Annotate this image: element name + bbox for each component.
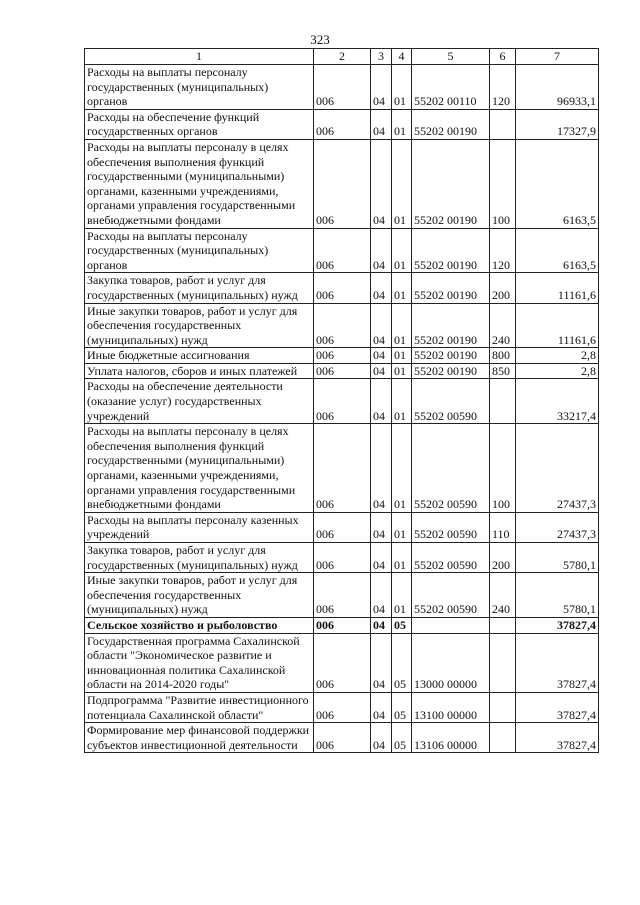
table-row [85, 228, 599, 273]
header-cell: 7 [516, 49, 599, 65]
row-amount-cell: 2,8 [516, 363, 599, 379]
row-amount-cell: 11161,6 [516, 273, 599, 303]
row-col6-cell: 110 [490, 512, 516, 542]
row-col5-cell: 55202 00590 [412, 543, 490, 573]
row-col6-cell: 200 [490, 273, 516, 303]
row-col2-cell: 006 [314, 303, 371, 348]
row-amount-cell: 5780,1 [516, 543, 599, 573]
row-col3-cell: 04 [371, 723, 392, 753]
row-col2-cell: 006 [314, 65, 371, 110]
table-row [85, 348, 599, 364]
row-col4-cell: 05 [392, 692, 412, 722]
row-col6-cell: 100 [490, 424, 516, 513]
table-body [85, 49, 599, 753]
row-col4-cell: 01 [392, 348, 412, 364]
row-col6-cell: 240 [490, 303, 516, 348]
row-col2-cell: 006 [314, 228, 371, 273]
row-name-cell: Уплата налогов, сборов и иных платежей [85, 363, 314, 379]
row-name-cell: Расходы на выплаты персоналу в целях обеспечения выполнения функций государственными (муниципальными) органами, казенными учреждениями, органами управления государственными внебюджетными фондами [85, 139, 314, 228]
row-col4-cell: 01 [392, 363, 412, 379]
row-amount-cell: 27437,3 [516, 512, 599, 542]
row-amount-cell: 37827,4 [516, 692, 599, 722]
row-col5-cell: 55202 00190 [412, 109, 490, 139]
row-col5-cell: 13100 00000 [412, 692, 490, 722]
row-col3-cell: 04 [371, 363, 392, 379]
header-cell: 3 [371, 49, 392, 65]
row-col3-cell: 04 [371, 633, 392, 692]
table-row [85, 139, 599, 228]
row-amount-cell: 37827,4 [516, 633, 599, 692]
row-col6-cell [490, 109, 516, 139]
row-name-cell: Иные закупки товаров, работ и услуг для обеспечения государственных (муниципальных) нужд [85, 573, 314, 618]
table-row [85, 723, 599, 753]
row-amount-cell: 33217,4 [516, 379, 599, 424]
header-cell: 6 [490, 49, 516, 65]
table-row [85, 363, 599, 379]
row-col4-cell: 01 [392, 65, 412, 110]
row-amount-cell: 37827,4 [516, 723, 599, 753]
row-amount-cell: 2,8 [516, 348, 599, 364]
row-col2-cell: 006 [314, 573, 371, 618]
table-row [85, 109, 599, 139]
table-row [85, 424, 599, 513]
row-col4-cell: 01 [392, 573, 412, 618]
row-col5-cell: 55202 00190 [412, 228, 490, 273]
row-name-cell: Подпрограмма "Развитие инвестиционного потенциала Сахалинской области" [85, 692, 314, 722]
header-cell: 5 [412, 49, 490, 65]
row-amount-cell: 11161,6 [516, 303, 599, 348]
row-col3-cell: 04 [371, 692, 392, 722]
row-name-cell: Иные закупки товаров, работ и услуг для обеспечения государственных (муниципальных) нужд [85, 303, 314, 348]
table-row [85, 543, 599, 573]
row-col2-cell: 006 [314, 512, 371, 542]
table-row [85, 692, 599, 722]
row-col2-cell: 006 [314, 379, 371, 424]
row-col4-cell: 01 [392, 303, 412, 348]
row-col4-cell: 01 [392, 228, 412, 273]
row-col6-cell [490, 617, 516, 633]
row-col3-cell: 04 [371, 139, 392, 228]
row-col4-cell: 05 [392, 617, 412, 633]
row-col6-cell: 850 [490, 363, 516, 379]
row-col5-cell: 55202 00190 [412, 363, 490, 379]
table-row [85, 617, 599, 633]
row-col6-cell: 100 [490, 139, 516, 228]
row-col6-cell [490, 723, 516, 753]
row-col4-cell: 01 [392, 273, 412, 303]
row-col3-cell: 04 [371, 512, 392, 542]
row-name-cell: Расходы на выплаты персоналу государственных (муниципальных) органов [85, 228, 314, 273]
table-row [85, 65, 599, 110]
row-col2-cell: 006 [314, 348, 371, 364]
row-col5-cell: 55202 00590 [412, 573, 490, 618]
row-amount-cell: 27437,3 [516, 424, 599, 513]
row-col4-cell: 01 [392, 139, 412, 228]
row-col6-cell: 800 [490, 348, 516, 364]
row-name-cell: Расходы на выплаты персоналу в целях обеспечения выполнения функций государственными (муниципальными) органами, казенными учреждениями, органами управления государственными внебюджетными фондами [85, 424, 314, 513]
row-col3-cell: 04 [371, 228, 392, 273]
row-col4-cell: 01 [392, 424, 412, 513]
row-col2-cell: 006 [314, 617, 371, 633]
row-col5-cell: 55202 00590 [412, 512, 490, 542]
row-amount-cell: 5780,1 [516, 573, 599, 618]
row-col2-cell: 006 [314, 109, 371, 139]
row-col3-cell: 04 [371, 65, 392, 110]
row-col5-cell: 55202 00190 [412, 303, 490, 348]
row-name-cell: Расходы на выплаты персоналу казенных учреждений [85, 512, 314, 542]
row-col6-cell: 200 [490, 543, 516, 573]
row-col2-cell: 006 [314, 424, 371, 513]
row-amount-cell: 17327,9 [516, 109, 599, 139]
row-amount-cell: 6163,5 [516, 228, 599, 273]
row-col2-cell: 006 [314, 692, 371, 722]
row-name-cell: Формирование мер финансовой поддержки субъектов инвестиционной деятельности [85, 723, 314, 753]
row-col4-cell: 05 [392, 723, 412, 753]
row-col5-cell: 55202 00110 [412, 65, 490, 110]
row-col6-cell [490, 692, 516, 722]
row-col4-cell: 05 [392, 633, 412, 692]
row-name-cell: Иные бюджетные ассигнования [85, 348, 314, 364]
row-col6-cell: 120 [490, 228, 516, 273]
table-row [85, 303, 599, 348]
row-col4-cell: 01 [392, 109, 412, 139]
row-col2-cell: 006 [314, 633, 371, 692]
row-col5-cell: 55202 00190 [412, 273, 490, 303]
table-row [85, 512, 599, 542]
table-row [85, 573, 599, 618]
table-header-row [85, 49, 599, 65]
row-col4-cell: 01 [392, 512, 412, 542]
row-col3-cell: 04 [371, 273, 392, 303]
row-name-cell: Закупка товаров, работ и услуг для государственных (муниципальных) нужд [85, 273, 314, 303]
row-col3-cell: 04 [371, 379, 392, 424]
row-col6-cell [490, 633, 516, 692]
row-col2-cell: 006 [314, 139, 371, 228]
row-col2-cell: 006 [314, 723, 371, 753]
table-row [85, 379, 599, 424]
row-col5-cell: 55202 00590 [412, 424, 490, 513]
table-row [85, 633, 599, 692]
row-col6-cell [490, 379, 516, 424]
row-col2-cell: 006 [314, 273, 371, 303]
table-row [85, 273, 599, 303]
row-name-cell: Расходы на обеспечение функций государственных органов [85, 109, 314, 139]
row-col6-cell: 240 [490, 573, 516, 618]
row-col3-cell: 04 [371, 543, 392, 573]
row-amount-cell: 6163,5 [516, 139, 599, 228]
row-amount-cell: 37827,4 [516, 617, 599, 633]
row-col3-cell: 04 [371, 617, 392, 633]
header-cell: 4 [392, 49, 412, 65]
header-cell: 1 [85, 49, 314, 65]
row-name-cell: Государственная программа Сахалинской области "Экономическое развитие и инновационная политика Сахалинской области на 2014-2020 годы" [85, 633, 314, 692]
header-cell: 2 [314, 49, 371, 65]
row-col6-cell: 120 [490, 65, 516, 110]
row-col5-cell: 55202 00590 [412, 379, 490, 424]
row-col4-cell: 01 [392, 543, 412, 573]
row-col2-cell: 006 [314, 363, 371, 379]
row-col2-cell: 006 [314, 543, 371, 573]
row-col5-cell: 13106 00000 [412, 723, 490, 753]
row-col3-cell: 04 [371, 109, 392, 139]
row-col3-cell: 04 [371, 348, 392, 364]
row-col4-cell: 01 [392, 379, 412, 424]
budget-table [84, 48, 599, 753]
row-name-cell: Расходы на обеспечение деятельности (оказание услуг) государственных учреждений [85, 379, 314, 424]
row-col5-cell: 55202 00190 [412, 348, 490, 364]
row-name-cell: Расходы на выплаты персоналу государственных (муниципальных) органов [85, 65, 314, 110]
row-col3-cell: 04 [371, 573, 392, 618]
row-col3-cell: 04 [371, 424, 392, 513]
row-col5-cell [412, 617, 490, 633]
row-name-cell: Сельское хозяйство и рыболовство [85, 617, 314, 633]
page-number: 323 [310, 32, 330, 47]
row-name-cell: Закупка товаров, работ и услуг для государственных (муниципальных) нужд [85, 543, 314, 573]
row-amount-cell: 96933,1 [516, 65, 599, 110]
row-col3-cell: 04 [371, 303, 392, 348]
row-col5-cell: 55202 00190 [412, 139, 490, 228]
row-col5-cell: 13000 00000 [412, 633, 490, 692]
